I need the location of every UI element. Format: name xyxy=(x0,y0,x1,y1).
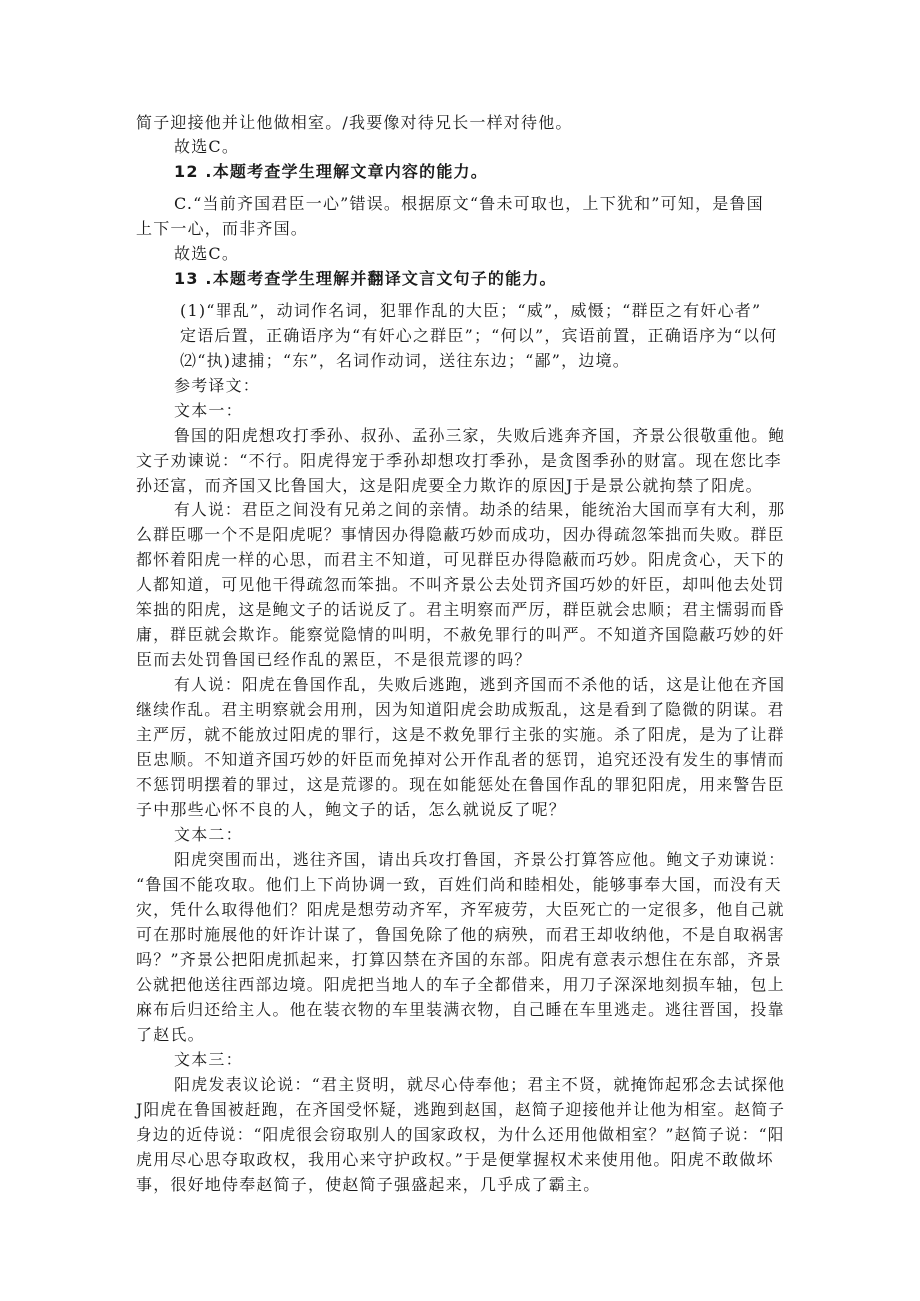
text-line: 可在那时施展他的奸诈计谋了，鲁国免除了他的病殃，而君王却收纳他，不是自取祸害 xyxy=(136,925,785,944)
text-line: 么群臣哪一个不是阳虎呢？事情因办得隐蔽巧妙而成功，因办得疏忽笨拙而失败。群臣 xyxy=(136,525,785,544)
section-label: 参考译文： xyxy=(174,376,261,395)
text-line: 有人说：君臣之间没有兄弟之间的亲情。劫杀的结果，能统治大国而享有大利，那 xyxy=(174,500,786,519)
text-line: 了赵氏。 xyxy=(136,1025,205,1044)
text-line: 不惩罚明摆着的罪过，这是荒谬的。现在如能惩处在鲁国作乱的罪犯阳虎，用来警告臣 xyxy=(136,775,785,794)
text-line: 简子迎接他并让他做相室。/我要像对待兄长一样对待他。 xyxy=(136,113,573,132)
text-line: 麻布后归还给主人。他在装衣物的车里装满衣物，自己睡在车里逃走。逃往晋国，投靠 xyxy=(136,1000,785,1019)
text-line: 吗？”齐景公把阳虎抓起来，打算囚禁在齐国的东部。阳虎有意表示想住在东部，齐景 xyxy=(136,950,782,969)
text-line: 臣忠顺。不知道齐国巧妙的奸臣而免掉对公开作乱者的惩罚，追究还没有发生的事情而 xyxy=(136,750,785,769)
text-line: ⑵“执)逮捕；“东”，名词作动词，送往东边；“鄙”，边境。 xyxy=(180,351,630,370)
answer-line: 故选C。 xyxy=(174,137,240,156)
text-line: 事，很好地侍奉赵简子，使赵简子强盛起来，几乎成了霸主。 xyxy=(136,1175,601,1194)
section-label: 文本二： xyxy=(174,825,243,844)
text-line: 灾，凭什么取得他们？阳虎是想劳动齐军，齐军疲劳，大臣死亡的一定很多，他自己就 xyxy=(136,900,785,919)
text-line: 公就把他送往西部边境。阳虎把当地人的车子全都借来，用刀子深深地刻损车轴，包上 xyxy=(136,975,785,994)
text-line: 主严厉，就不能放过阳虎的罪行，这是不救免罪行主张的实施。杀了阳虎，是为了让群 xyxy=(136,725,785,744)
text-line: 有人说：阳虎在鲁国作乱，失败后逃跑，逃到齐国而不杀他的话，这是让他在齐国 xyxy=(174,675,786,694)
text-line: 上下一心，而非齐国。 xyxy=(136,219,309,238)
text-line: 子中那些心怀不良的人，鲍文子的话，怎么就说反了呢？ xyxy=(136,800,567,819)
text-line: J阳虎在鲁国被赶跑，在齐国受怀疑，逃跑到赵国，赵简子迎接他并让他为相室。赵简子 xyxy=(136,1100,786,1119)
text-line: 人都知道，可见他干得疏忽而笨拙。不叫齐景公去处罚齐国巧妙的奸臣，却叫他去处罚 xyxy=(136,575,785,594)
text-line: 都怀着阳虎一样的心思，而君主不知道，可见群臣办得隐蔽而巧妙。阳虎贪心，天下的 xyxy=(136,550,785,569)
text-line: C.“当前齐国君臣一心”错误。根据原文“鲁未可取也，上下犹和”可知，是鲁国 xyxy=(174,194,764,213)
text-line: 文子劝谏说：“不行。阳虎得宠于季孙却想攻打季孙，是贪图季孙的财富。现在您比李 xyxy=(136,451,782,470)
text-line: 鲁国的阳虎想攻打季孙、叔孙、孟孙三家，失败后逃奔齐国，齐景公很敬重他。鲍 xyxy=(174,426,786,445)
text-line: 臣而去处罚鲁国已经作乱的罴臣，不是很荒谬的吗？ xyxy=(136,650,532,669)
text-line: “鲁国不能攻取。他们上下尚协调一致，百姓们尚和睦相处，能够事奉大国，而没有天 xyxy=(136,875,782,894)
text-line: 孙还富，而齐国又比鲁国大，这是阳虎要全力欺诈的原因J于是景公就拘禁了阳虎。 xyxy=(136,476,763,495)
answer-line: 故选C。 xyxy=(174,244,240,263)
section-label: 文本一： xyxy=(174,401,243,420)
text-line: 定语后置，正确语序为“有奸心之群臣”；“何以”，宾语前置，正确语序为“以何 xyxy=(180,326,778,345)
text-line: 虎用尽心思夺取政权，我用心来守护政权。”于是便掌握权术来使用他。阳虎不敢做坏 xyxy=(136,1150,774,1169)
question-heading: 12 .本题考查学生理解文章内容的能力。 xyxy=(174,162,488,181)
text-line: 阳虎发表议论说：“君主贤明，就尽心侍奉他；君主不贤，就掩饰起邪念去试探他 xyxy=(174,1075,786,1094)
text-line: 庸，群臣就会欺诈。能察觉隐情的叫明，不赦免罪行的叫严。不知道齐国隐蔽巧妙的奸 xyxy=(136,625,785,644)
text-line: 笨拙的阳虎，这是鲍文子的话说反了。君主明察而严厉，群臣就会忠顺；君主懦弱而昏 xyxy=(136,600,785,619)
question-heading: 13 .本题考查学生理解并翻译文言文句子的能力。 xyxy=(174,269,557,288)
text-line: 身边的近侍说：“阳虎很会窃取别人的国家政权，为什么还用他做相室？”赵简子说：“阳 xyxy=(136,1125,785,1144)
text-line: 继续作乱。君主明察就会用刑，因为知道阳虎会助成叛乱，这是看到了隐微的阴谋。君 xyxy=(136,700,785,719)
text-line: (1)“罪乱”，动词作名词，犯罪作乱的大臣；“威”，威慑；“群臣之有奸心者” xyxy=(180,301,762,320)
section-label: 文本三： xyxy=(174,1050,243,1069)
text-line: 阳虎突围而出，逃往齐国，请出兵攻打鲁国，齐景公打算答应他。鲍文子劝谏说： xyxy=(174,850,786,869)
